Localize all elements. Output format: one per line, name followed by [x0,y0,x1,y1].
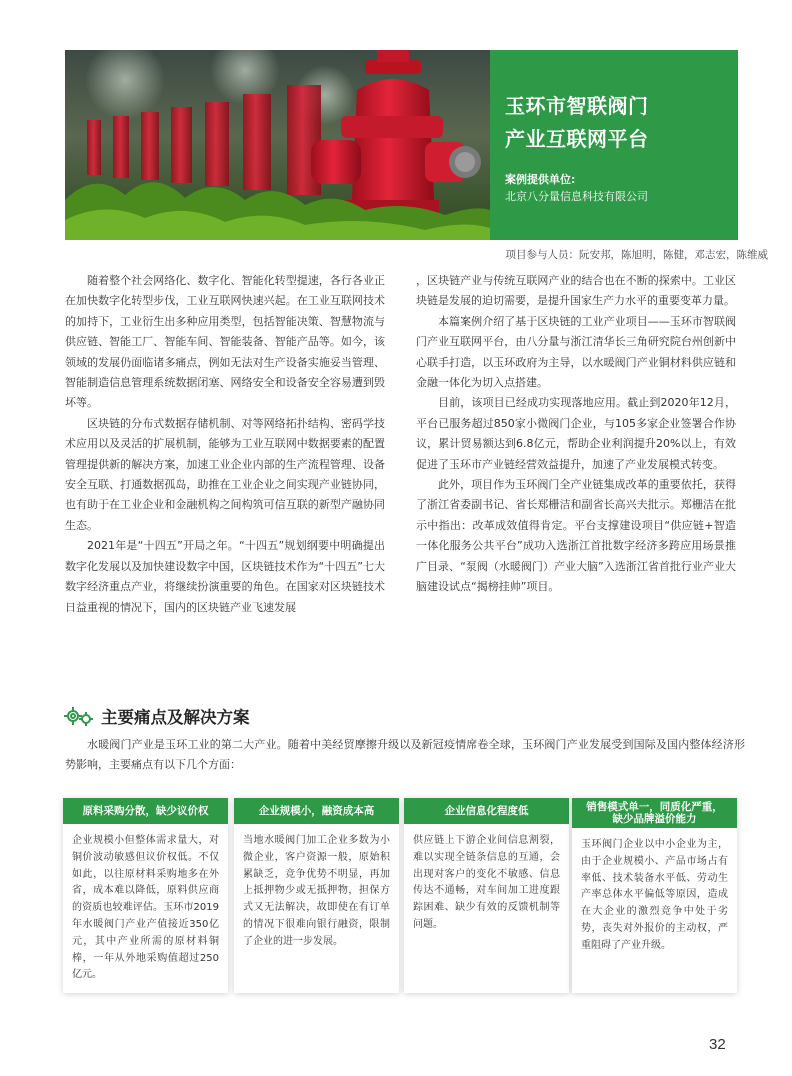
hero-banner [65,50,738,240]
card-body: 企业规模小但整体需求量大，对铜价波动敏感但议价权低。不仅如此，以往原材料采购地多在外省，成本难以降低，原料供应商的资质也较难评估。玉环市2019年水暖阀门产业产值接近350亿元，其中产业所需的原材料铜棒，一年从外地采购值超过250亿元。 [72,835,219,981]
paragraph: 区块链的分布式数据存储机制、对等网络拓扑结构、密码学技术应用以及灵活的扩展机制，能够为工业互联网中数据要素的配置管理提供新的解决方案，加速工业企业内部的生产流程管理、设备安全互联、打通数据孤岛，助推在工业企业之间实现产业链协同，也有助于在工业企业和金融机构之间构筑可信互联的新型产融协同生态。 [65,416,385,532]
card-title: 原料采购分散，缺少议价权 [63,798,228,824]
card-title-line-1: 销售模式单一，同质化严重， [586,801,723,813]
section-title: 主要痛点及解决方案 [101,708,250,727]
gears-icon [63,705,95,727]
card-title: 企业信息化程度低 [404,798,569,824]
left-column [65,271,385,618]
pain-point-card-sales [572,798,737,993]
paragraph: 本篇案例介绍了基于区块链的工业产业项目——玉环市智联阀门产业互联网平台，由八分量与浙江清华长三角研究院台州创新中心联手打造，以玉环政府为主导，以水暖阀门产业铜材料供应链和金融一体化为切入点搭建。 [416,314,736,390]
paragraph: 随着整个社会网络化、数字化、智能化转型提速，各行各业正在加快数字化转型步伐，工业互联网快速兴起。在工业互联网技术的加持下，工业衍生出多种应用类型，包括智能决策、智慧物流与供应链、智能工厂、智能车间、智能装备、智能产品等。如今，该领域的发展仍面临诸多痛点，例如无法对生产设备实施妥当管理、智能制造信息管理系统数据闭塞、网络安全和设备安全容易遭到毁坏等。 [65,274,385,410]
paragraph: 目前，该项目已经成功实现落地应用。截止到2020年12月，平台已服务超过850家小微阀门企业，与105多家企业签署合作协议，累计贸易额达到6.8亿元，帮助企业利润提升20%以上，有效促进了玉环市产业链经营效益提升，加速了产业发展模式转变。 [416,396,736,471]
hero-title-panel [490,50,738,240]
page-number: 32 [709,1036,726,1053]
paragraph-continuation: ，区块链产业与传统互联网产业的结合也在不断的探索中。工业区块链是发展的迫切需要，是提升国家生产力水平的重要变革力量。 [416,274,736,308]
card-title: 企业规模小，融资成本高 [234,798,399,824]
pain-point-card-financing [234,798,399,993]
hydrant-illustration [65,50,490,240]
paragraph: 此外，项目作为玉环阀门全产业链集成改革的重要依托，获得了浙江省委副书记、省长郑栅洁和副省长高兴夫批示。郑栅洁在批示中指出：改革成效值得肯定。平台支撑建设项目“供应链+智造一体化服务公共平台”成功入选浙江首批数字经济多跨应用场景推广目录、“泵阀（水暖阀门）产业大脑”入选浙江省首批行业产业大脑建设试点“揭榜挂帅”项目。 [416,478,736,594]
section-intro [65,735,745,775]
provider-name: 北京八分量信息科技有限公司 [505,190,648,203]
card-body: 当地水暖阀门加工企业多数为小微企业，客户资源一般，原始积累缺乏，竞争优势不明显，再加上抵押物少或无抵押物，担保方式又无法解决，故即使在有订单的情况下很难向银行融资，限制了企业的进一步发展。 [243,835,390,947]
case-title-line-2: 产业互联网平台 [505,127,649,151]
hero-photo-fire-hydrants [65,50,490,240]
card-body: 玉环阀门企业以中小企业为主，由于企业规模小、产品市场占有率低、技术装备水平低、劳动生产率总体水平偏低等原因，造成在大企业的激烈竞争中处于劣势，丧失对外报价的主动权，严重阻碍了产业升级。 [581,839,728,951]
project-participants: 项目参与人员：阮安邦，陈旭明，陈健，邓志宏，陈维威 [505,249,768,261]
paragraph: 水暖阀门产业是玉环工业的第二大产业。随着中美经贸摩擦升级以及新冠疫情席卷全球，玉环阀门产业发展受到国际及国内整体经济形势影响，主要痛点有以下几个方面： [65,738,745,771]
section-heading [63,704,250,728]
card-title [572,798,737,828]
case-title-line-1: 玉环市智联阀门 [505,94,649,118]
provider-label: 案例提供单位: [505,173,576,186]
right-column [416,271,736,598]
card-title-line-2: 缺少品牌溢价能力 [612,813,697,825]
pain-point-card-procurement [63,798,228,993]
paragraph: 2021年是“十四五”开局之年。“十四五”规划纲要中明确提出数字化发展以及加快建设数字中国，区块链技术作为“十四五”七大数字经济重点产业，将继续扮演重要的角色。在国家对区块链技术日益重视的情况下，国内的区块链产业飞速发展 [65,539,385,614]
pain-point-card-informatization [404,798,569,993]
card-body: 供应链上下游企业间信息割裂，难以实现全链条信息的互通，会出现对客户的变化不敏感、信息传达不通畅，对车间加工进度跟踪困难、缺少有效的反馈机制等问题。 [413,835,560,930]
case-title [505,90,738,156]
